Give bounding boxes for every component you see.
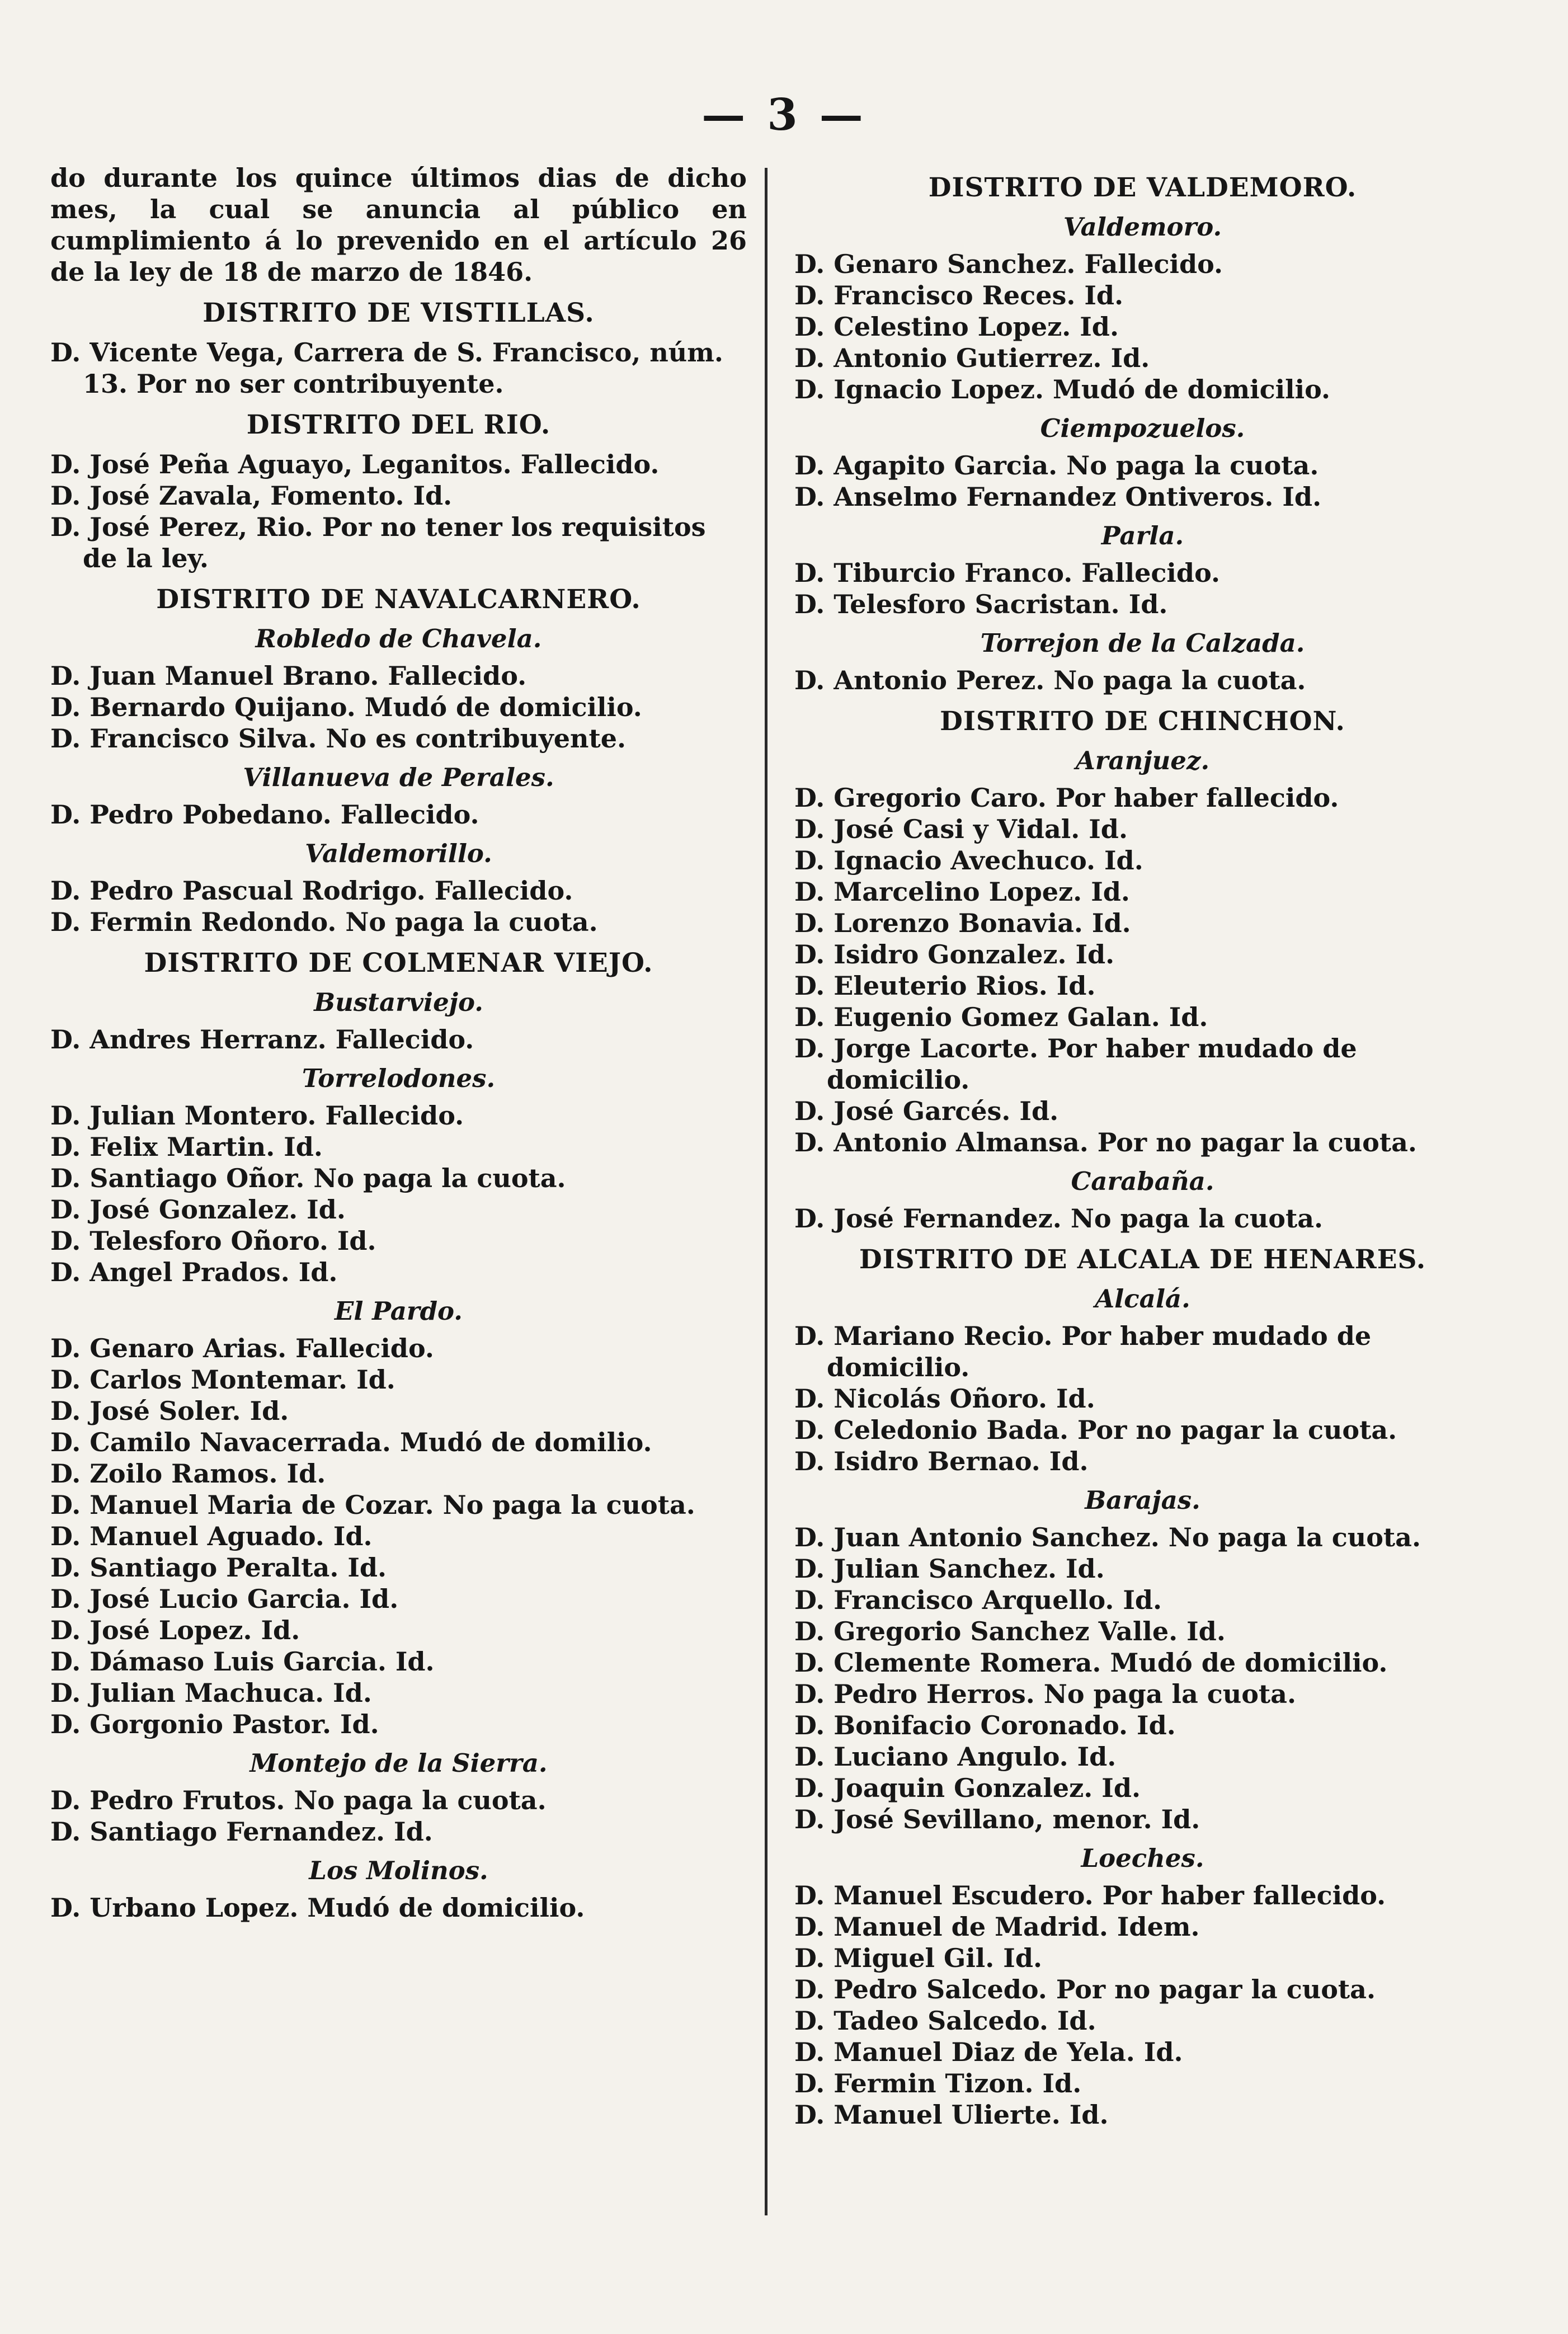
town-heading-aranjuez: Aranjuez. xyxy=(1075,746,1210,775)
list-item: D. Dámaso Luis Garcia. Id. xyxy=(50,1646,435,1677)
list-item: D. Francisco Reces. Id. xyxy=(794,280,1124,310)
list-item: D. Santiago Fernandez. Id. xyxy=(50,1817,433,1847)
list-item: D. José Gonzalez. Id. xyxy=(50,1194,346,1225)
list-item: D. Nicolás Oñoro. Id. xyxy=(794,1384,1095,1414)
list-item: D. Bernardo Quijano. Mudó de domicilio. xyxy=(50,692,642,722)
town-heading-el-pardo: El Pardo. xyxy=(335,1296,463,1326)
town-heading-valdemoro: Valdemoro. xyxy=(1063,212,1222,242)
list-item: D. Anselmo Fernandez Ontiveros. Id. xyxy=(794,482,1322,512)
list-item: D. Celestino Lopez. Id. xyxy=(794,312,1119,342)
list-item: D. José Lopez. Id. xyxy=(50,1615,300,1645)
list-item: D. José Sevillano, menor. Id. xyxy=(794,1804,1200,1834)
page-number: — 3 — xyxy=(701,90,867,140)
list-item: D. Telesforo Sacristan. Id. xyxy=(794,589,1168,619)
left-column xyxy=(50,162,747,1923)
list-item: D. Jorge Lacorte. Por haber mudado de domicilio. xyxy=(794,1033,1357,1095)
town-heading-valdemorillo: Valdemorillo. xyxy=(305,839,492,868)
list-item: D. Gorgonio Pastor. Id. xyxy=(50,1709,379,1739)
right-column xyxy=(794,162,1491,2130)
list-item: D. Telesforo Oñoro. Id. xyxy=(50,1226,376,1256)
list-item: D. Joaquin Gonzalez. Id. xyxy=(794,1773,1141,1803)
town-heading-bustarviejo: Bustarviejo. xyxy=(314,987,483,1017)
district-heading-vistillas: DISTRITO DE VISTILLAS. xyxy=(203,298,595,328)
list-item: D. Tadeo Salcedo. Id. xyxy=(794,2006,1096,2036)
list-item: D. Genaro Arias. Fallecido. xyxy=(50,1333,434,1363)
town-heading-torrejon-de-la-calzada: Torrejon de la Calzada. xyxy=(980,628,1305,658)
list-item: D. José Zavala, Fomento. Id. xyxy=(50,481,453,511)
list-item: D. Angel Prados. Id. xyxy=(50,1257,338,1287)
list-item: D. Pedro Herros. No paga la cuota. xyxy=(794,1679,1296,1709)
list-item: D. José Garcés. Id. xyxy=(794,1096,1059,1126)
list-item: D. Pedro Salcedo. Por no pagar la cuota. xyxy=(794,1974,1376,2004)
district-heading-valdemoro: DISTRITO DE VALDEMORO. xyxy=(928,172,1357,203)
list-item: D. José Soler. Id. xyxy=(50,1396,289,1426)
town-heading-villanueva-de-perales: Villanueva de Perales. xyxy=(243,763,554,792)
list-item: D. Bonifacio Coronado. Id. xyxy=(794,1710,1176,1740)
district-heading-navalcarnero: DISTRITO DE NAVALCARNERO. xyxy=(156,584,641,615)
list-item: D. Manuel Ulierte. Id. xyxy=(794,2100,1109,2130)
list-item: D. Zoilo Ramos. Id. xyxy=(50,1458,326,1489)
list-item: D. Isidro Gonzalez. Id. xyxy=(794,939,1115,970)
list-item: D. Ignacio Lopez. Mudó de domicilio. xyxy=(794,374,1330,404)
list-item: D. Fermin Redondo. No paga la cuota. xyxy=(50,907,598,937)
list-item: D. Juan Antonio Sanchez. No paga la cuota. xyxy=(794,1522,1421,1552)
district-heading-alcala-de-henares: DISTRITO DE ALCALA DE HENARES. xyxy=(859,1244,1426,1275)
list-item: D. Mariano Recio. Por haber mudado de domicilio. xyxy=(794,1321,1372,1382)
list-item: D. Antonio Gutierrez. Id. xyxy=(794,343,1150,373)
list-item: D. Isidro Bernao. Id. xyxy=(794,1446,1089,1476)
list-item: D. Manuel Diaz de Yela. Id. xyxy=(794,2037,1183,2067)
column-divider xyxy=(765,168,767,2215)
list-item: D. Eugenio Gomez Galan. Id. xyxy=(794,1002,1208,1032)
list-item: D. Gregorio Caro. Por haber fallecido. xyxy=(794,783,1339,813)
town-heading-robledo-de-chavela: Robledo de Chavela. xyxy=(255,624,542,653)
list-item: D. José Perez, Rio. Por no tener los requisitos de la ley. xyxy=(50,512,706,573)
list-item: D. Luciano Angulo. Id. xyxy=(794,1742,1117,1772)
list-item: D. Pedro Pobedano. Fallecido. xyxy=(50,799,479,830)
list-item: D. Francisco Arquello. Id. xyxy=(794,1585,1162,1615)
list-item: D. Vicente Vega, Carrera de S. Francisco, núm. 13. Por no ser contribuyente. xyxy=(50,337,723,399)
list-item: D. Lorenzo Bonavia. Id. xyxy=(794,908,1131,938)
list-item: D. Camilo Navacerrada. Mudó de domilio. xyxy=(50,1427,652,1457)
list-item: D. Miguel Gil. Id. xyxy=(794,1943,1042,1973)
list-item: D. Genaro Sanchez. Fallecido. xyxy=(794,249,1223,279)
list-item: D. Juan Manuel Brano. Fallecido. xyxy=(50,661,527,691)
town-heading-los-molinos: Los Molinos. xyxy=(309,1856,488,1885)
town-heading-torrelodones: Torrelodones. xyxy=(302,1064,496,1093)
town-heading-parla: Parla. xyxy=(1101,521,1184,550)
list-item: D. Francisco Silva. No es contribuyente. xyxy=(50,723,627,754)
list-item: D. Santiago Peralta. Id. xyxy=(50,1552,387,1583)
list-item: D. José Fernandez. No paga la cuota. xyxy=(794,1203,1324,1234)
list-item: D. José Peña Aguayo, Leganitos. Fallecido. xyxy=(50,449,660,479)
list-item: D. Marcelino Lopez. Id. xyxy=(794,877,1130,907)
list-item: D. Andres Herranz. Fallecido. xyxy=(50,1024,474,1055)
list-item: D. Manuel Aguado. Id. xyxy=(50,1521,373,1551)
list-item: D. Julian Sanchez. Id. xyxy=(794,1554,1105,1584)
list-item: D. Fermin Tizon. Id. xyxy=(794,2068,1082,2098)
list-item: D. Agapito Garcia. No paga la cuota. xyxy=(794,450,1319,481)
list-item: D. Gregorio Sanchez Valle. Id. xyxy=(794,1616,1226,1646)
list-item: D. Celedonio Bada. Por no pagar la cuota. xyxy=(794,1415,1397,1445)
town-heading-carabana: Carabaña. xyxy=(1071,1166,1214,1196)
list-item: D. Manuel Escudero. Por haber fallecido. xyxy=(794,1880,1386,1911)
intro-paragraph: do durante los quince últimos dias de dicho mes, la cual se anuncia al público en cumplimiento á lo prevenido en el artículo 26 de la ley de 18 de marzo de 1846. xyxy=(50,163,747,287)
list-item: D. Julian Machuca. Id. xyxy=(50,1678,372,1708)
list-item: D. Urbano Lopez. Mudó de domicilio. xyxy=(50,1893,585,1923)
list-item: D. Clemente Romera. Mudó de domicilio. xyxy=(794,1648,1388,1678)
list-item: D. Manuel de Madrid. Idem. xyxy=(794,1912,1200,1942)
district-heading-colmenar-viejo: DISTRITO DE COLMENAR VIEJO. xyxy=(144,948,653,978)
list-item: D. Antonio Perez. No paga la cuota. xyxy=(794,665,1306,695)
town-heading-barajas: Barajas. xyxy=(1085,1485,1200,1515)
list-item: D. Carlos Montemar. Id. xyxy=(50,1364,395,1395)
list-item: D. Pedro Frutos. No paga la cuota. xyxy=(50,1785,547,1815)
town-heading-montejo-de-la-sierra: Montejo de la Sierra. xyxy=(249,1748,548,1778)
list-item: D. Pedro Pascual Rodrigo. Fallecido. xyxy=(50,876,573,906)
town-heading-ciempozuelos: Ciempozuelos. xyxy=(1040,413,1245,443)
town-heading-alcala: Alcalá. xyxy=(1095,1284,1190,1314)
list-item: D. Antonio Almansa. Por no pagar la cuota. xyxy=(794,1127,1417,1157)
list-item: D. Manuel Maria de Cozar. No paga la cuota. xyxy=(50,1490,695,1520)
town-heading-loeches: Loeches. xyxy=(1081,1843,1204,1873)
list-item: D. Ignacio Avechuco. Id. xyxy=(794,845,1143,876)
list-item: D. Julian Montero. Fallecido. xyxy=(50,1100,464,1131)
list-item: D. José Lucio Garcia. Id. xyxy=(50,1584,399,1614)
list-item: D. Santiago Oñor. No paga la cuota. xyxy=(50,1163,566,1193)
district-heading-rio: DISTRITO DEL RIO. xyxy=(246,410,551,440)
list-item: D. Felix Martin. Id. xyxy=(50,1132,323,1162)
list-item: D. José Casi y Vidal. Id. xyxy=(794,814,1128,844)
list-item: D. Tiburcio Franco. Fallecido. xyxy=(794,558,1220,588)
list-item: D. Eleuterio Rios. Id. xyxy=(794,971,1096,1001)
district-heading-chinchon: DISTRITO DE CHINCHON. xyxy=(940,706,1345,737)
